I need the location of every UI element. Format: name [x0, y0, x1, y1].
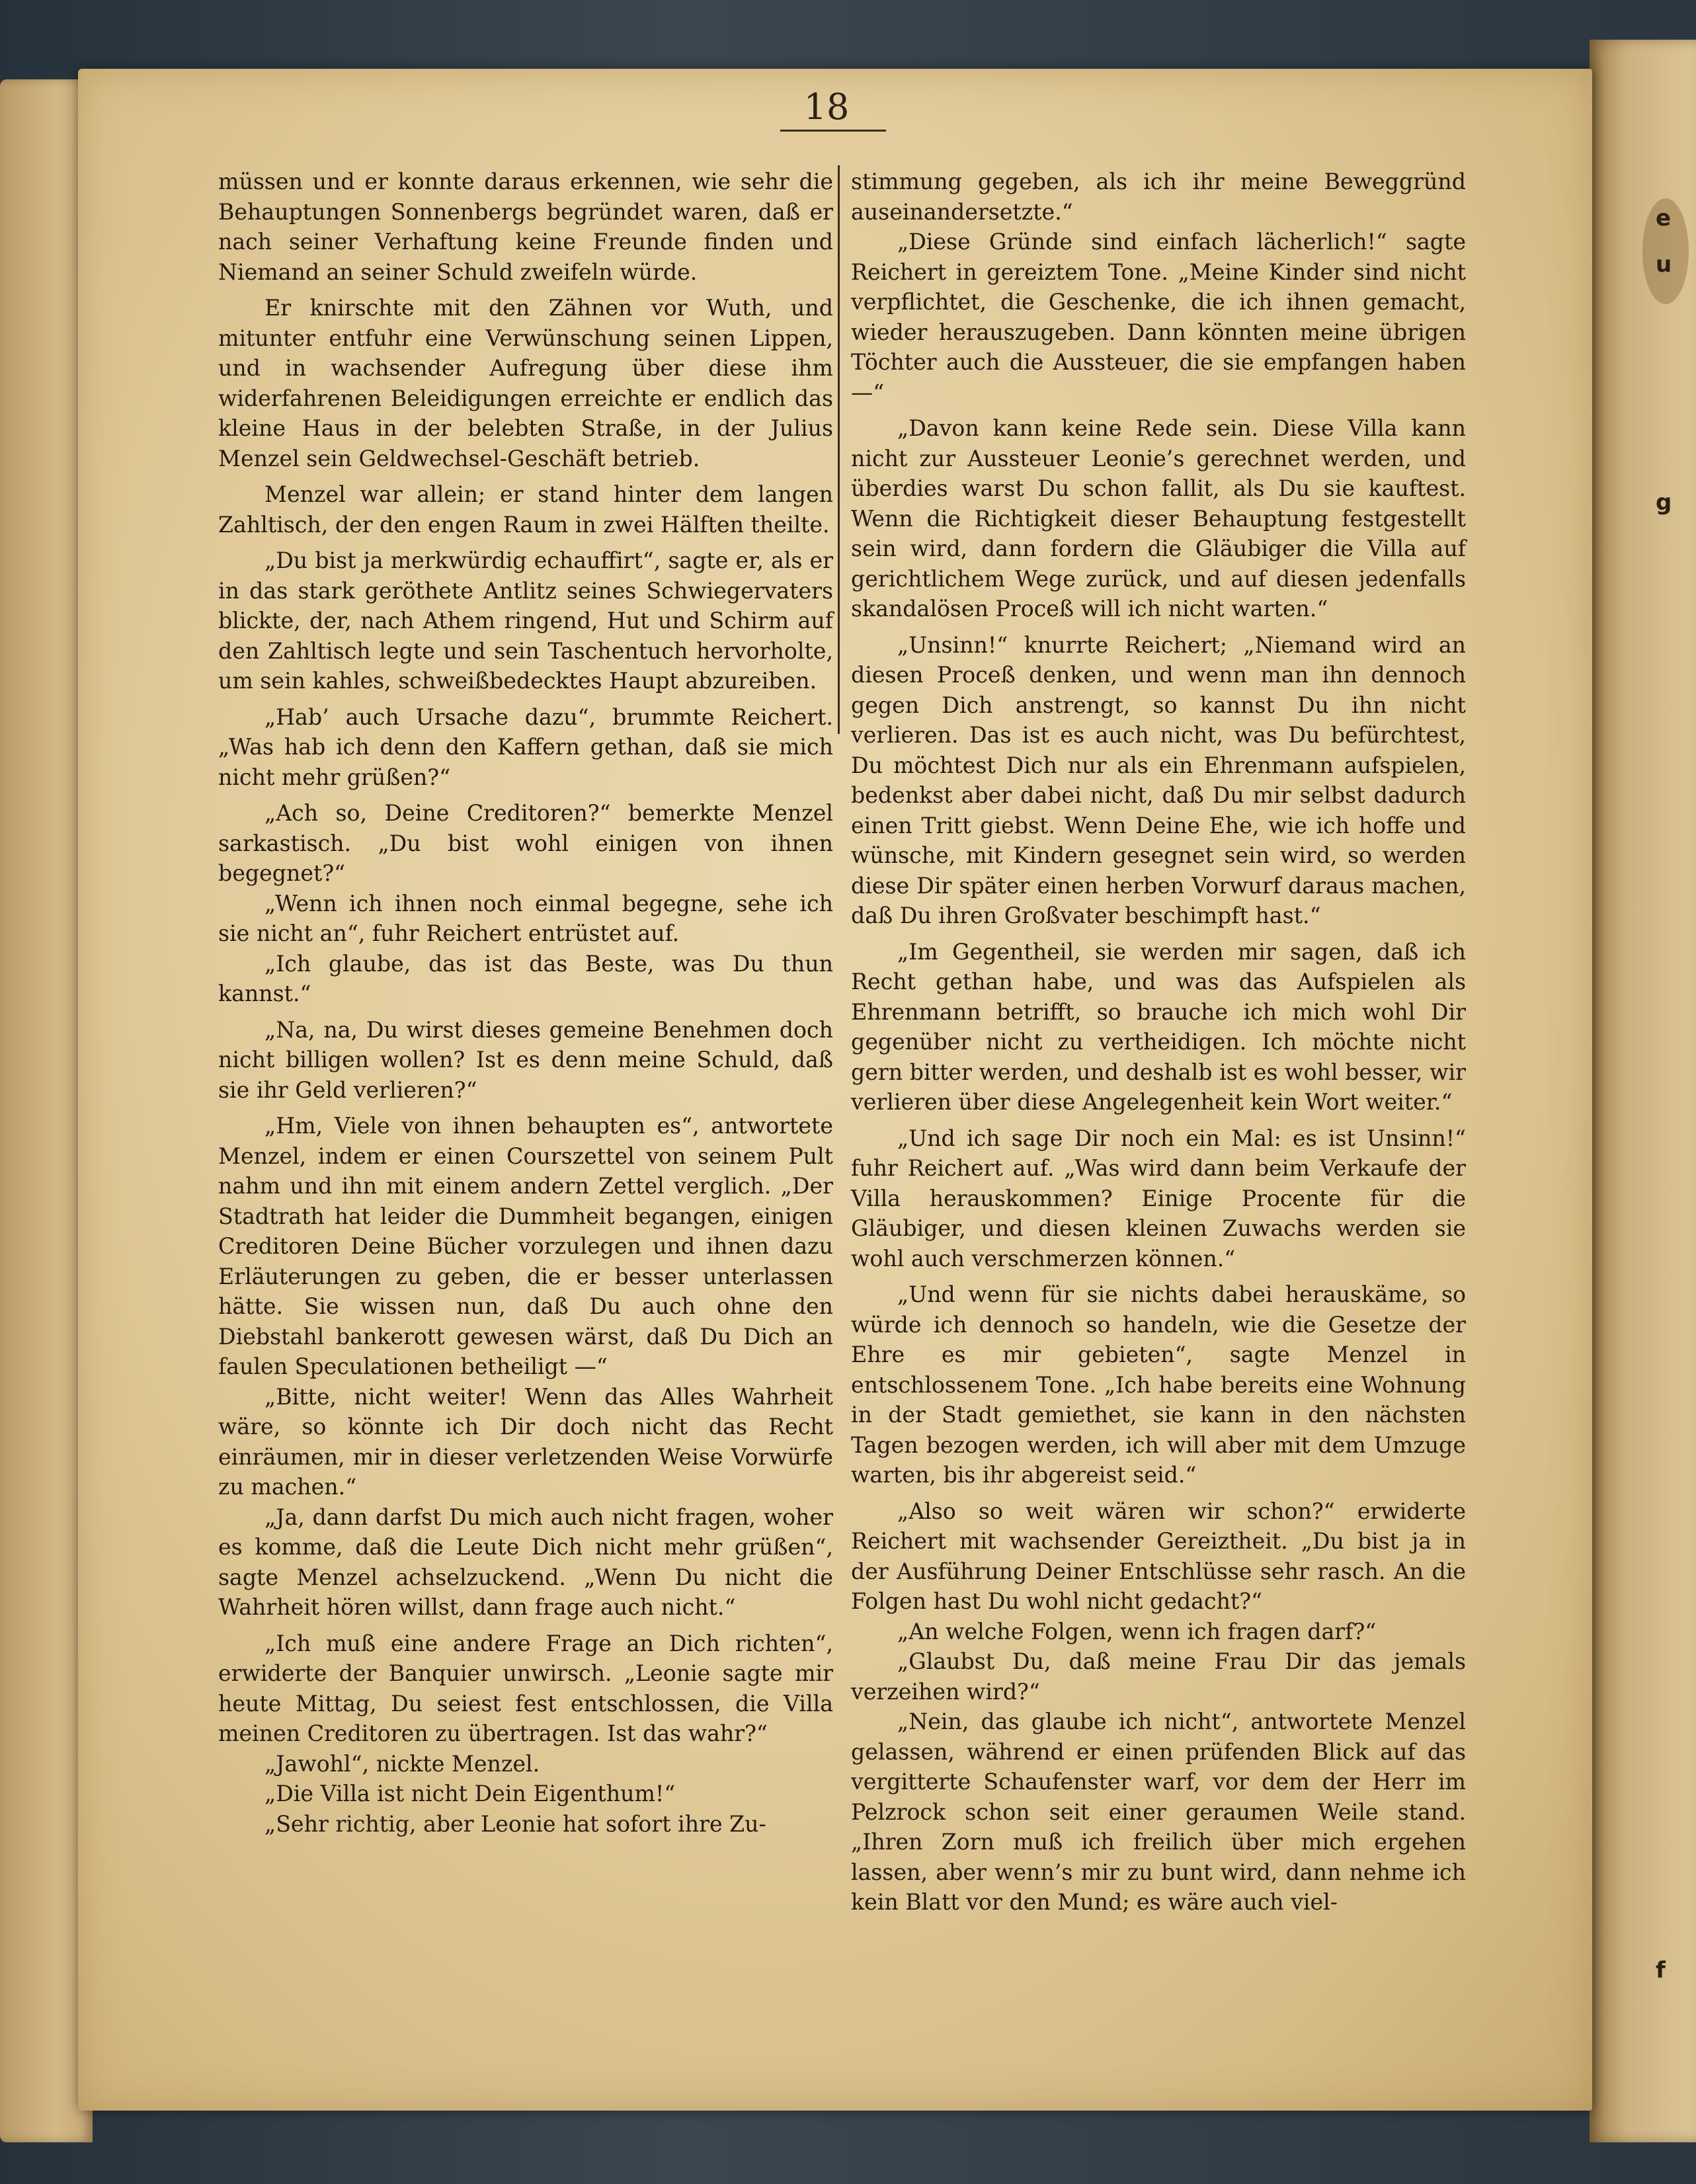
paragraph: „An welche Folgen, wenn ich fragen darf?“ [897, 1618, 1377, 1644]
paragraph: „Ich glaube, das ist das Beste, was Du thun kannst.“ [218, 950, 833, 1006]
page-number-rule [780, 130, 886, 132]
paragraph: „Ich muß eine andere Frage an Dich richten“, erwiderte der Banquier unwirsch. „Leonie sagte mir heute Mittag, Du seiest fest entschlossen, die Villa meinen Creditoren zu übertragen. Ist das wahr?“ [218, 1630, 833, 1746]
paragraph: „Wenn ich ihnen noch einmal begegne, sehe ich sie nicht an“, fuhr Reichert entrüstet auf. [218, 890, 833, 946]
paragraph: „Und ich sage Dir noch ein Mal: es ist Unsinn!“ fuhr Reichert auf. „Was wird dann beim Verkaufe der Villa herauskommen? Einige Procente für die Gläubiger, und diesen kleinen Zuwachs werden sie wohl auch verschmerzen können.“ [851, 1125, 1466, 1272]
paragraph: „Diese Gründe sind einfach lächerlich!“ sagte Reichert in gereiztem Tone. „Meine Kinder sind nicht verpflichtet, die Geschenke, die ich ihnen gemacht, wieder herauszugeben. Dann könnten meine übrigen Töchter auch die Aussteuer, die sie empfangen haben —“ [851, 229, 1466, 405]
paragraph: Menzel war allein; er stand hinter dem langen Zahltisch, der den engen Raum in zwei Hälften theilte. [218, 481, 833, 538]
paragraph: „Jawohl“, nickte Menzel. [264, 1750, 540, 1777]
paragraph: „Ach so, Deine Creditoren?“ bemerkte Menzel sarkastisch. „Du bist wohl einigen von ihnen begegnet?“ [218, 800, 833, 886]
paragraph: „Ja, dann darfst Du mich auch nicht fragen, woher es komme, daß die Leute Dich nicht mehr grüßen“, sagte Menzel achselzuckend. „Wenn Du nicht die Wahrheit hören willst, dann frage auch nicht.“ [218, 1504, 833, 1620]
next-page-letter: u [1656, 251, 1672, 278]
paragraph: „Nein, das glaube ich nicht“, antwortete Menzel gelassen, während er einen prüfenden Blick auf das vergitterte Schaufenster warf, vor dem der Herr im Pelzrock schon seit einer geraumen Weile stand. „Ihren Zorn muß ich freilich über mich ergehen lassen, aber wenn’s mir zu bunt wird, dann nehme ich kein Blatt vor den Mund; es wäre auch viel- [851, 1709, 1466, 1915]
page-number: 18 [803, 86, 850, 128]
next-page-letter: e [1656, 205, 1672, 231]
paragraph: „Hm, Viele von ihnen behaupten es“, antwortete Menzel, indem er einen Courszettel von seinem Pult nahm und ihn mit einem andern Zettel verglich. „Der Stadtrath hat leider die Dummheit begangen, einigen Creditoren Deine Bücher vorzulegen und ihnen dazu Erläuterungen zu geben, die er besser unterlassen hätte. Sie wissen nun, daß Du auch ohne den Diebstahl bankerott gewesen wärst, daß Du Dich an faulen Speculationen betheiligt —“ [218, 1113, 833, 1379]
paragraph: „Die Villa ist nicht Dein Eigenthum!“ [264, 1781, 676, 1806]
paragraph: „Sehr richtig, aber Leonie hat sofort ihre Zu- [264, 1810, 766, 1837]
next-page-letter: g [1656, 489, 1672, 516]
paragraph: „Na, na, Du wirst dieses gemeine Benehmen doch nicht billigen wollen? Ist es denn meine Schuld, daß sie ihr Geld verlieren?“ [218, 1016, 833, 1103]
paragraph: Er knirschte mit den Zähnen vor Wuth, und mitunter entfuhr eine Verwünschung seinen Lippen, und in wachsender Aufregung über diese ihm widerfahrenen Beleidigungen erreichte er endlich das kleine Haus in der belebten Straße, in der Julius Menzel sein Geldwechsel-Geschäft betrieb. [218, 295, 833, 471]
paragraph: „Im Gegentheil, sie werden mir sagen, daß ich Recht gethan habe, und was das Aufspielen als Ehrenmann betrifft, so brauche ich mich wohl Dir gegenüber nicht zu vertheidigen. Ich möchte nicht gern bitter werden, und deshalb ist es wohl besser, wir verlieren über diese Angelegenheit kein Wort weiter.“ [851, 938, 1466, 1115]
paragraph: „Hab’ auch Ursache dazu“, brummte Reichert. „Was hab ich denn den Kaffern gethan, daß sie mich nicht mehr grüßen?“ [218, 704, 833, 790]
paragraph: „Du bist ja merkwürdig echauffirt“, sagte er, als er in das stark geröthete Antlitz seines Schwiegervaters blickte, der, nach Athem ringend, Hut und Schirm auf den Zahltisch legte und sein Taschentuch hervorholte, um sein kahles, schweißbedecktes Haupt abzureiben. [218, 547, 833, 694]
next-page-letter: f [1656, 1957, 1666, 1984]
paragraph: „Bitte, nicht weiter! Wenn das Alles Wahrheit wäre, so könnte ich Dir doch nicht das Recht einräumen, mir in dieser verletzenden Weise Vorwürfe zu machen.“ [218, 1383, 833, 1500]
column-divider [838, 165, 840, 734]
paragraph: „Und wenn für sie nichts dabei herauskäme, so würde ich dennoch so handeln, wie die Gesetze der Ehre es mir gebieten“, sagte Menzel in entschlossenem Tone. „Ich habe bereits eine Wohnung in der Stadt gemiethet, sie kann in den nächsten Tagen bezogen werden, ich will aber mit dem Umzuge warten, bis ihr abgereist seid.“ [851, 1281, 1466, 1488]
paragraph: stimmung gegeben, als ich ihr meine Beweggründ auseinandersetzte.“ [851, 169, 1466, 225]
next-page-edge [1590, 40, 1696, 2142]
left-column [218, 167, 833, 1839]
paragraph: „Unsinn!“ knurrte Reichert; „Niemand wird an diesen Proceß denken, und wenn man ihn dennoch gegen Dich anstrengt, so kannst Du ihn nicht verlieren. Das ist es auch nicht, was Du befürchtest, Du möchtest Dich nur als ein Ehrenmann aufspielen, bedenkst aber dabei nicht, daß Du mir selbst dadurch einen Tritt giebst. Wenn Deine Ehe, wie ich hoffe und wünsche, mit Kindern gesegnet sein wird, so werden diese Dir später einen herben Vorwurf daraus machen, daß Du ihren Großvater beschimpft hast.“ [851, 631, 1466, 928]
paragraph: müssen und er konnte daraus erkennen, wie sehr die Behauptungen Sonnenbergs begründet waren, daß er nach seiner Verhaftung keine Freunde finden und Niemand an seiner Schuld zweifeln würde. [218, 169, 833, 285]
paragraph: „Davon kann keine Rede sein. Diese Villa kann nicht zur Aussteuer Leonie’s gerechnet werden, und überdies warst Du schon fallit, als Du sie kauftest. Wenn die Richtigkeit dieser Behauptung festgestellt sein wird, dann fordern die Gläubiger die Villa auf gerichtlichem Wege zurück, und auf diesen jedenfalls skandalösen Proceß will ich nicht warten.“ [851, 415, 1466, 622]
right-column [851, 167, 1466, 1918]
paragraph: „Also so weit wären wir schon?“ erwiderte Reichert mit wachsender Gereiztheit. „Du bist ja in der Ausführung Deiner Entschlüsse sehr rasch. An die Folgen hast Du wohl nicht gedacht?“ [851, 1498, 1466, 1614]
paragraph: „Glaubst Du, daß meine Frau Dir das jemals verzeihen wird?“ [851, 1648, 1466, 1705]
